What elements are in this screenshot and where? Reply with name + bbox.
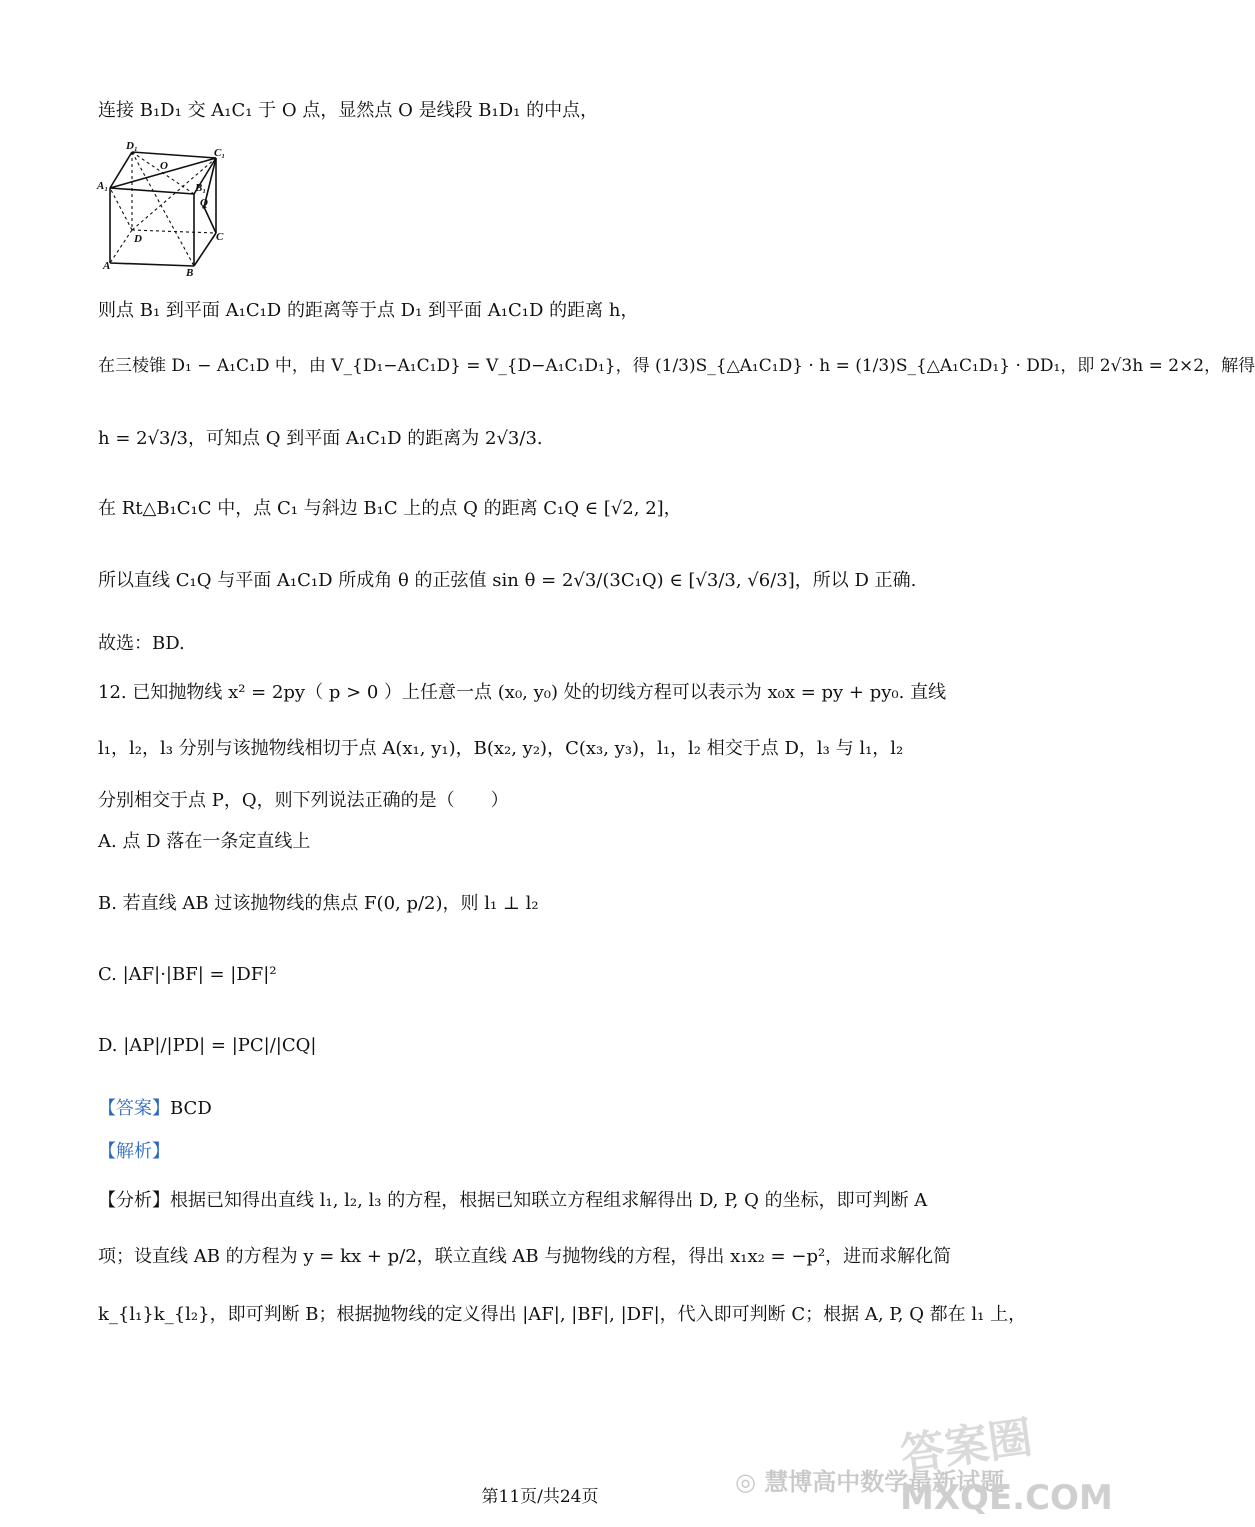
cube-figure <box>96 138 236 278</box>
wechat-icon: ◎ <box>735 1468 756 1496</box>
label-c1: C₁ <box>214 147 226 159</box>
option-c: C. |AF|·|BF| = |DF|² <box>98 964 277 985</box>
wechat-watermark-text: 慧博高中数学最新试题 <box>764 1468 1005 1496</box>
text-line-1: 连接 B₁D₁ 交 A₁C₁ 于 O 点，显然点 O 是线段 B₁D₁ 的中点， <box>98 100 599 121</box>
label-d: D <box>134 233 142 245</box>
site-watermark: MXQE.COM <box>900 1478 1113 1518</box>
question-12-line-3: 分别相交于点 P，Q，则下列说法正确的是（ ） <box>98 790 509 811</box>
answer-value: BCD <box>170 1098 212 1119</box>
text-line-3: 在三棱锥 D₁ − A₁C₁D 中，由 V_{D₁−A₁C₁D} = V_{D−A₁C₁D₁}，得 (1/3)S_{△A₁C₁D} · h = (1/3)S_{△A₁C₁D₁} · DD₁，即 2√3h = 2×2，解得 <box>98 356 1255 376</box>
analysis-line-3: k_{l₁}k_{l₂}，即可判断 B；根据抛物线的定义得出 |AF|, |BF|, |DF|，代入即可判断 C；根据 A, P, Q 都在 l₁ 上， <box>98 1304 1027 1325</box>
text-line-7: 故选：BD. <box>98 633 185 654</box>
analysis-tag: 【解析】 <box>98 1141 170 1162</box>
text-line-2: 则点 B₁ 到平面 A₁C₁D 的距离等于点 D₁ 到平面 A₁C₁D 的距离 h， <box>98 300 639 321</box>
option-b: B. 若直线 AB 过该抛物线的焦点 F(0, p/2)，则 l₁ ⊥ l₂ <box>98 893 539 914</box>
analysis-line-2: 项；设直线 AB 的方程为 y = kx + p/2，联立直线 AB 与抛物线的方程，得出 x₁x₂ = −p²，进而求解化简 <box>98 1246 952 1267</box>
answer-line <box>98 1098 212 1120</box>
site-watermark-large: 答案圈 <box>897 1412 1036 1481</box>
option-a: A. 点 D 落在一条定直线上 <box>98 831 311 852</box>
option-d: D. |AP|/|PD| = |PC|/|CQ| <box>98 1035 317 1056</box>
text-line-6: 所以直线 C₁Q 与平面 A₁C₁D 所成角 θ 的正弦值 sin θ = 2√3/(3C₁Q) ∈ [√3/3, √6/3]，所以 D 正确. <box>98 570 917 591</box>
label-q: Q <box>200 197 208 209</box>
text-line-5: 在 Rt△B₁C₁C 中，点 C₁ 与斜边 B₁C 上的点 Q 的距离 C₁Q ∈ [√2, 2]， <box>98 498 682 519</box>
label-a: A <box>103 260 111 272</box>
question-12-line-2: l₁，l₂，l₃ 分别与该抛物线相切于点 A(x₁, y₁)，B(x₂, y₂)，C(x₃, y₃)，l₁，l₂ 相交于点 D，l₃ 与 l₁，l₂ <box>98 738 904 759</box>
page-footer: 第11页/共24页 <box>481 1487 599 1507</box>
answer-tag: 【答案】 <box>98 1098 170 1119</box>
question-12-line-1: 12. 已知抛物线 x² = 2py（ p > 0 ）上任意一点 (x₀, y₀) 处的切线方程可以表示为 x₀x = py + py₀. 直线 <box>98 682 947 703</box>
label-o: O <box>160 160 168 172</box>
label-b1: B₁ <box>195 182 207 194</box>
label-a1: A₁ <box>97 180 109 192</box>
label-c: C <box>216 231 224 243</box>
label-d1: D₁ <box>126 140 138 152</box>
analysis-line-1: 【分析】根据已知得出直线 l₁, l₂, l₃ 的方程，根据已知联立方程组求解得出 D, P, Q 的坐标，即可判断 A <box>98 1190 928 1211</box>
text-line-4: h = 2√3/3，可知点 Q 到平面 A₁C₁D 的距离为 2√3/3. <box>98 428 543 449</box>
label-b: B <box>186 267 194 279</box>
